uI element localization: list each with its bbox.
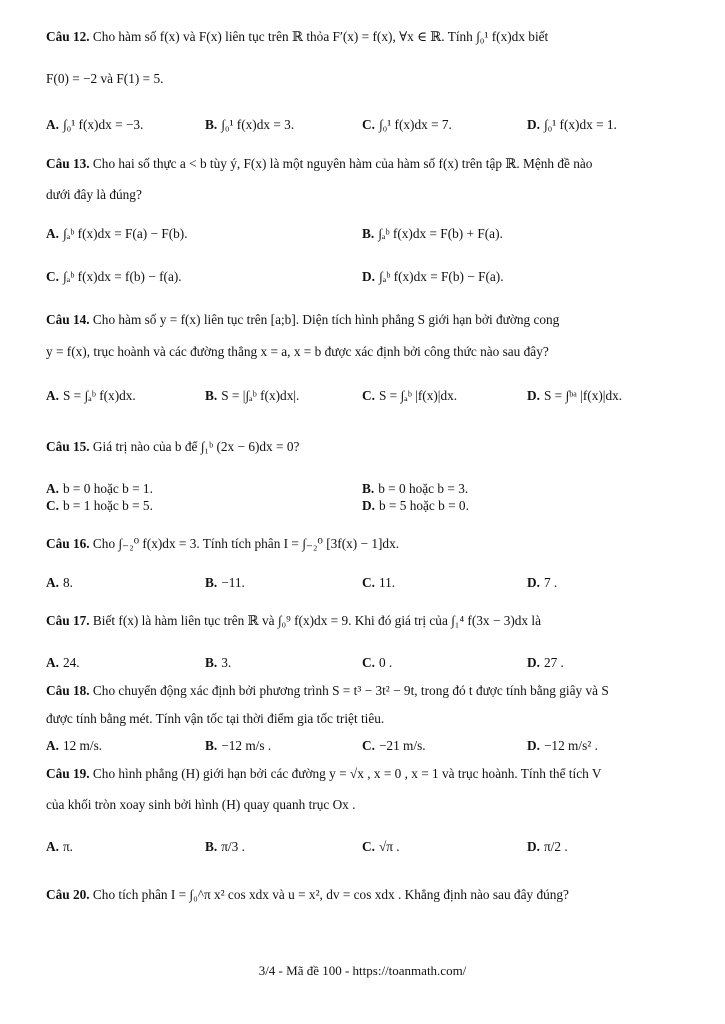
question-19-option-d: D. π/2 .	[527, 839, 568, 854]
question-12-option-b: B. ∫₀¹ f(x)dx = 3.	[205, 117, 295, 132]
question-16-option-c: C. 11.	[362, 575, 396, 590]
question-15-option-d: D. b = 5 hoặc b = 0.	[362, 498, 469, 513]
question-19-option-c: C. √π .	[362, 839, 400, 854]
question-18-option-c: C. −21 m/s.	[362, 738, 426, 753]
question-12-line-1: Câu 12. Cho hàm số f(x) và F(x) liên tục trên ℝ thỏa F′(x) = f(x), ∀x ∈ ℝ. Tính ∫₀¹ f(x)dx biết	[46, 29, 549, 44]
question-17-option-c: C. 0 .	[362, 655, 393, 670]
question-19-line-1: Câu 19. Cho hình phẳng (H) giới hạn bởi các đường y = √x , x = 0 , x = 1 và trục hoành. Tính thể tích V	[46, 766, 602, 781]
question-16-option-d: D. 7 .	[527, 575, 558, 590]
question-14-line-2: y = f(x), trục hoành và các đường thẳng x = a, x = b được xác định bởi công thức nào sau đây?	[46, 344, 549, 359]
question-14-option-b: B. S = |∫ₐᵇ f(x)dx|.	[205, 388, 300, 403]
question-14-option-d: D. S = ∫ᵇᵃ |f(x)|dx.	[527, 388, 623, 403]
question-17-line-1: Câu 17. Biết f(x) là hàm liên tục trên ℝ và ∫₀⁹ f(x)dx = 9. Khi đó giá trị của ∫₁⁴ f(3x − 3)dx là	[46, 613, 541, 628]
question-16-option-a: A. 8.	[46, 575, 73, 590]
question-14-option-c: C. S = ∫ₐᵇ |f(x)|dx.	[362, 388, 458, 403]
question-19-option-b: B. π/3 .	[205, 839, 245, 854]
question-20-line-1: Câu 20. Cho tích phân I = ∫₀^π x² cos xdx và u = x², dv = cos xdx . Khẳng định nào sau đây đúng?	[46, 887, 569, 902]
question-18-line-2: được tính bằng mét. Tính vận tốc tại thời điểm gia tốc triệt tiêu.	[46, 711, 385, 726]
question-19-line-2: của khối tròn xoay sinh bởi hình (H) quay quanh trục Ox .	[46, 797, 356, 812]
question-15-line-1: Câu 15. Giá trị nào của b để ∫₁ᵇ (2x − 6)dx = 0?	[46, 439, 300, 454]
question-17-option-d: D. 27 .	[527, 655, 564, 670]
question-13-option-c: C. ∫ₐᵇ f(x)dx = f(b) − f(a).	[46, 269, 182, 284]
question-16-line-1: Câu 16. Cho ∫₋₂⁰ f(x)dx = 3. Tính tích phân I = ∫₋₂⁰ [3f(x) − 1]dx.	[46, 536, 400, 551]
question-15-option-a: A. b = 0 hoặc b = 1.	[46, 481, 153, 496]
question-14-option-a: A. S = ∫ₐᵇ f(x)dx.	[46, 388, 136, 403]
question-15-option-b: B. b = 0 hoặc b = 3.	[362, 481, 469, 496]
question-13-line-2: dưới đây là đúng?	[46, 187, 142, 202]
page-footer: 3/4 - Mã đề 100 - https://toanmath.com/	[258, 963, 467, 978]
question-16-option-b: B. −11.	[205, 575, 245, 590]
question-13-option-d: D. ∫ₐᵇ f(x)dx = F(b) − F(a).	[362, 269, 504, 284]
question-12-line-2: F(0) = −2 và F(1) = 5.	[46, 71, 164, 86]
question-12-option-a: A. ∫₀¹ f(x)dx = −3.	[46, 117, 144, 132]
question-18-option-b: B. −12 m/s .	[205, 738, 272, 753]
question-19-option-a: A. π.	[46, 839, 73, 854]
question-12-text-1: Cho hàm số f(x) và F(x) liên tục trên ℝ thỏa F′(x) = f(x), ∀x ∈ ℝ. Tính ∫₀¹ f(x)dx biết	[92, 29, 549, 44]
question-14-line-1: Câu 14. Cho hàm số y = f(x) liên tục trên [a;b]. Diện tích hình phẳng S giới hạn bởi đường cong	[46, 312, 560, 327]
question-17-option-a: A. 24.	[46, 655, 80, 670]
question-12-option-d: D. ∫₀¹ f(x)dx = 1.	[527, 117, 617, 132]
question-18-line-1: Câu 18. Cho chuyển động xác định bởi phương trình S = t³ − 3t² − 9t, trong đó t được tính bằng giây và S	[46, 683, 609, 698]
question-18-option-d: D. −12 m/s² .	[527, 738, 598, 753]
question-17-option-b: B. 3.	[205, 655, 232, 670]
question-13-option-b: B. ∫ₐᵇ f(x)dx = F(b) + F(a).	[362, 226, 503, 241]
question-12-option-c: C. ∫₀¹ f(x)dx = 7.	[362, 117, 452, 132]
question-15-option-c: C. b = 1 hoặc b = 5.	[46, 498, 153, 513]
question-18-option-a: A. 12 m/s.	[46, 738, 103, 753]
question-13-option-a: A. ∫ₐᵇ f(x)dx = F(a) − F(b).	[46, 226, 188, 241]
question-13-line-1: Câu 13. Cho hai số thực a < b tùy ý, F(x) là một nguyên hàm của hàm số f(x) trên tập ℝ. Mệnh đề nào	[46, 156, 593, 171]
